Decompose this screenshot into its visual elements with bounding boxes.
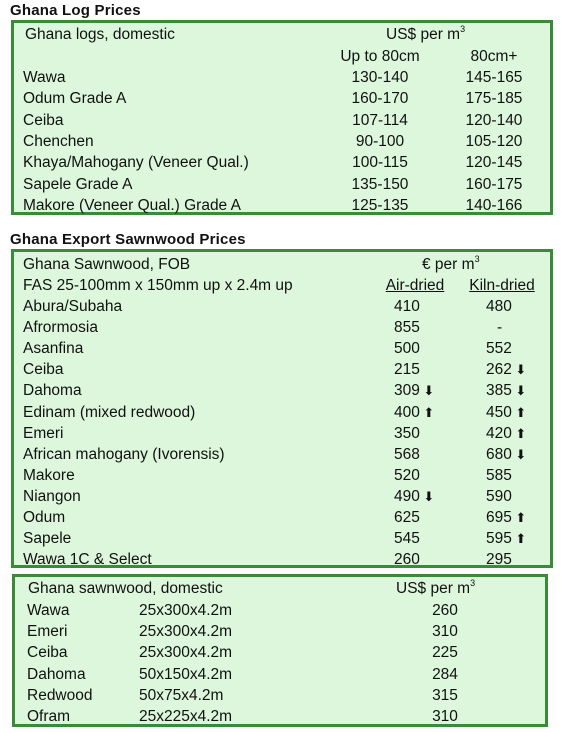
log-prices-header-label: Ghana logs, domestic	[25, 26, 175, 43]
log-prices-header-row	[14, 24, 550, 45]
row-name: Wawa 1C & Select	[23, 551, 152, 569]
air-dried-price: 490	[394, 487, 420, 505]
air-dried-price: 545	[394, 530, 420, 548]
kiln-dried-price: 595	[486, 530, 512, 548]
row-value-80cm-plus: 160-175	[465, 175, 523, 193]
table-row	[14, 338, 550, 359]
row-price: 225	[432, 644, 458, 662]
table-row	[14, 380, 550, 401]
row-size: 25x225x4.2m	[139, 708, 233, 725]
row-name: Redwood	[27, 686, 93, 704]
air-dried-price: 568	[394, 445, 420, 463]
table-row	[14, 423, 550, 444]
table-row	[14, 444, 550, 465]
row-value-up-to-80cm: 135-150	[351, 175, 409, 193]
table-row	[14, 152, 550, 173]
row-value-air-dried	[394, 423, 460, 444]
row-name: Makore	[23, 466, 75, 484]
row-value-air-dried	[394, 296, 460, 317]
export-col1-header: Air-dried	[385, 277, 445, 294]
export-header-label: Ghana Sawnwood, FOB	[23, 256, 191, 273]
arrow-up-icon: ⬆	[515, 404, 527, 420]
row-name: Makore (Veneer Qual.) Grade A	[23, 196, 241, 214]
arrow-up-icon: ⬆	[423, 404, 435, 420]
table-row	[14, 317, 550, 338]
export-sawnwood-heading: Ghana Export Sawnwood Prices	[10, 231, 246, 248]
row-value-80cm-plus: 120-145	[465, 154, 523, 172]
domestic-header-label: Ghana sawnwood, domestic	[28, 580, 223, 597]
air-dried-price: 350	[394, 424, 420, 442]
row-name: Ceiba	[23, 111, 64, 129]
log-prices-heading: Ghana Log Prices	[10, 2, 141, 19]
row-value-kiln-dried	[486, 423, 556, 444]
row-name: African mahogany (Ivorensis)	[23, 445, 225, 463]
air-dried-price: 520	[394, 466, 420, 484]
row-name: Edinam (mixed redwood)	[23, 403, 196, 421]
row-price: 310	[432, 708, 458, 725]
row-size: 50x150x4.2m	[139, 665, 233, 683]
arrow-up-icon: ⬆	[515, 510, 527, 525]
row-value-kiln-dried	[486, 507, 556, 528]
kiln-dried-price: 585	[486, 466, 512, 484]
row-name: Sapele	[23, 530, 72, 548]
row-price: 260	[432, 602, 458, 619]
row-size: 25x300x4.2m	[139, 602, 233, 619]
kiln-dried-price: 480	[486, 298, 512, 315]
table-row	[14, 507, 550, 528]
arrow-down-icon: ⬇	[515, 362, 527, 378]
kiln-dried-price: 695	[486, 509, 512, 526]
row-value-air-dried	[394, 338, 460, 359]
domestic-unit: US$ per $m^3$	[396, 578, 476, 597]
arrow-up-icon: ⬆	[515, 425, 527, 441]
row-value-80cm-plus: 140-166	[465, 196, 523, 214]
row-value-air-dried	[394, 465, 460, 486]
row-price: 315	[432, 686, 458, 704]
table-row	[15, 664, 545, 685]
table-row	[14, 110, 550, 131]
row-value-80cm-plus: 145-165	[465, 69, 523, 86]
export-spec-label: FAS 25-100mm x 150mm up x 2.4m up	[23, 277, 293, 294]
row-value-air-dried	[394, 444, 460, 465]
air-dried-price: 625	[394, 509, 420, 526]
arrow-up-icon: ⬆	[515, 531, 527, 547]
row-value-up-to-80cm: 107-114	[352, 111, 408, 129]
air-dried-price: 410	[394, 298, 420, 315]
air-dried-price: 400	[394, 403, 420, 421]
export-col2-header: Kiln-dried	[469, 277, 535, 294]
row-value-kiln-dried	[497, 317, 563, 338]
air-dried-price: 215	[394, 361, 420, 379]
table-row	[14, 174, 550, 195]
air-dried-price: 855	[394, 319, 420, 337]
row-name: Dahoma	[23, 382, 82, 400]
kiln-dried-price: 295	[486, 551, 512, 569]
row-name: Odum Grade A	[23, 90, 127, 108]
row-size: 25x300x4.2m	[139, 623, 233, 641]
row-value-air-dried	[394, 380, 460, 401]
row-name: Afrormosia	[23, 319, 98, 337]
row-name: Ofram	[27, 708, 71, 725]
row-value-up-to-80cm: 160-170	[351, 90, 409, 108]
kiln-dried-price: 450	[486, 403, 512, 421]
row-name: Emeri	[23, 424, 64, 442]
row-value-kiln-dried	[486, 296, 556, 317]
table-row	[14, 528, 550, 549]
log-prices-subheader-row	[14, 46, 550, 67]
row-price: 284	[432, 665, 458, 683]
row-value-kiln-dried	[486, 528, 556, 549]
arrow-down-icon: ⬇	[423, 383, 435, 399]
row-value-air-dried	[394, 549, 460, 570]
air-dried-price: 500	[394, 340, 420, 358]
row-value-air-dried	[394, 359, 460, 380]
row-size: 50x75x4.2m	[139, 686, 224, 704]
row-value-kiln-dried	[486, 338, 556, 359]
row-value-air-dried	[394, 402, 460, 423]
log-prices-col1-header: Up to 80cm	[340, 48, 420, 65]
table-row	[14, 486, 550, 507]
log-prices-unit: US$ per $m^3$	[386, 24, 466, 43]
kiln-dried-price: 385	[486, 382, 512, 400]
table-row	[14, 131, 550, 152]
row-value-air-dried	[394, 317, 460, 338]
row-value-80cm-plus: 175-185	[465, 90, 523, 108]
kiln-dried-price: 262	[486, 361, 512, 379]
air-dried-price: 309	[394, 382, 420, 400]
table-row	[15, 621, 545, 642]
row-value-air-dried	[394, 507, 460, 528]
row-value-kiln-dried	[486, 380, 556, 401]
row-name: Emeri	[27, 623, 68, 641]
table-row	[15, 706, 545, 727]
arrow-down-icon: ⬇	[423, 488, 435, 504]
row-name: Asanfina	[23, 340, 84, 358]
kiln-dried-price: -	[497, 319, 503, 337]
row-name: Ceiba	[23, 361, 64, 379]
row-value-80cm-plus: 120-140	[465, 111, 523, 129]
row-value-kiln-dried	[486, 465, 556, 486]
table-row	[14, 195, 550, 216]
export-header-row	[14, 254, 550, 275]
arrow-down-icon: ⬇	[515, 446, 527, 462]
row-value-up-to-80cm: 130-140	[351, 69, 409, 86]
row-value-kiln-dried	[486, 486, 556, 507]
row-value-air-dried	[394, 528, 460, 549]
kiln-dried-price: 680	[486, 445, 512, 463]
table-row	[14, 88, 550, 109]
row-value-kiln-dried	[486, 549, 556, 570]
row-value-kiln-dried	[486, 444, 556, 465]
table-row	[14, 402, 550, 423]
domestic-sawnwood-table	[12, 574, 548, 727]
kiln-dried-price: 552	[486, 340, 512, 358]
row-value-up-to-80cm: 90-100	[355, 132, 405, 150]
table-row	[15, 642, 545, 663]
table-row	[14, 296, 550, 317]
row-value-kiln-dried	[486, 402, 556, 423]
log-prices-table	[11, 20, 553, 215]
row-name: Chenchen	[23, 132, 94, 150]
air-dried-price: 260	[394, 551, 420, 569]
table-row	[15, 600, 545, 621]
row-value-kiln-dried	[486, 359, 556, 380]
domestic-header-row	[15, 578, 545, 599]
row-size: 25x300x4.2m	[139, 644, 233, 662]
row-value-up-to-80cm: 125-135	[351, 196, 409, 214]
row-name: Niangon	[23, 487, 81, 505]
export-subheader-row	[14, 275, 550, 296]
row-name: Abura/Subaha	[23, 298, 123, 315]
table-row	[14, 67, 550, 88]
row-value-80cm-plus: 105-120	[465, 132, 523, 150]
kiln-dried-price: 420	[486, 424, 512, 442]
export-unit: € per $m^3$	[422, 254, 480, 273]
table-row	[14, 359, 550, 380]
table-row	[14, 549, 550, 570]
export-sawnwood-table	[11, 249, 553, 568]
row-price: 310	[432, 623, 458, 641]
row-name: Sapele Grade A	[23, 175, 133, 193]
row-value-up-to-80cm: 100-115	[352, 154, 408, 172]
kiln-dried-price: 590	[486, 487, 512, 505]
row-name: Odum	[23, 509, 66, 526]
log-prices-col2-header: 80cm+	[470, 48, 518, 65]
row-name: Dahoma	[27, 665, 86, 683]
table-row	[15, 685, 545, 706]
arrow-down-icon: ⬇	[515, 383, 527, 399]
row-name: Khaya/Mahogany (Veneer Qual.)	[23, 154, 249, 172]
row-name: Wawa	[23, 69, 66, 86]
table-row	[14, 465, 550, 486]
row-value-air-dried	[394, 486, 460, 507]
row-name: Wawa	[27, 602, 70, 619]
row-name: Ceiba	[27, 644, 68, 662]
